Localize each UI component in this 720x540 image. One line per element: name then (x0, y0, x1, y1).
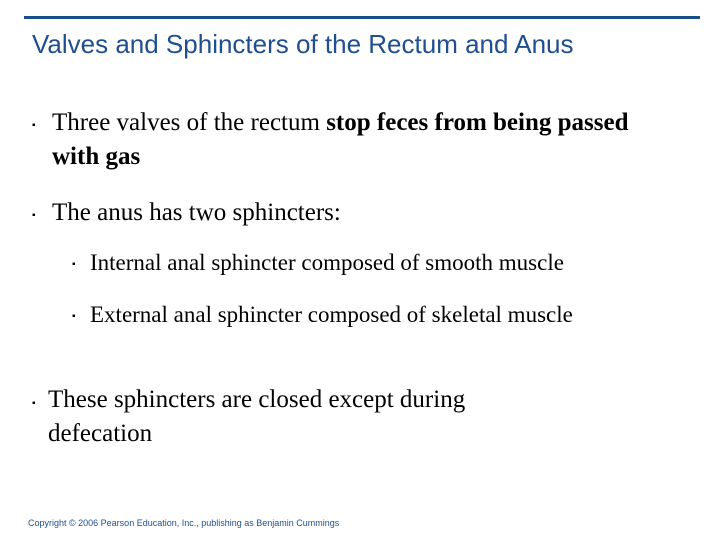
copyright-footer: Copyright © 2006 Pearson Education, Inc., publishing as Benjamin Cummings (28, 518, 340, 528)
sub-bullet-internal-sphincter: Internal anal sphincter composed of smooth muscle (90, 250, 564, 275)
sub-bullet-marker: ▪ (72, 311, 76, 322)
bullet-marker: ▪ (32, 210, 36, 221)
bullet-anus-sphincters: The anus has two sphincters: (52, 199, 341, 226)
bullet-emphasis: stop feces from being passed with gas (52, 109, 629, 170)
title-rule (24, 16, 700, 19)
bullet-marker: ▪ (32, 398, 36, 409)
bullet-rectum-valves (52, 106, 672, 174)
bullet-sphincters-closed: These sphincters are closed except during defecation (48, 386, 466, 447)
bullet-text: Three valves of the rectum (52, 109, 327, 136)
slide-title: Valves and Sphincters of the Rectum and Anus (32, 29, 574, 59)
bullet-marker: ▪ (32, 120, 36, 131)
sub-bullet-external-sphincter: External anal sphincter composed of skeletal muscle (90, 302, 573, 327)
sub-bullet-marker: ▪ (72, 259, 76, 270)
